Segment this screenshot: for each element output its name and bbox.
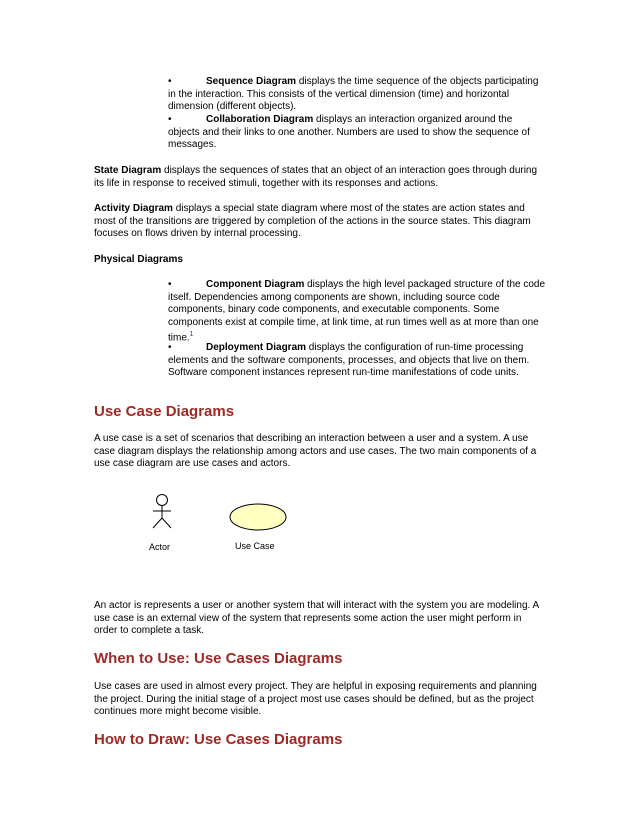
paragraph-text: displays a special state diagram where most of the states are action states and most of the transitions are triggered by completion of the actions in the source states. This diagram focuses on flows driven by internal processing. bbox=[94, 203, 531, 240]
bullet-collaboration-diagram bbox=[168, 114, 546, 152]
term: Deployment Diagram bbox=[206, 342, 307, 353]
bullet-icon bbox=[168, 279, 206, 292]
physical-diagrams-heading: Physical Diagrams bbox=[94, 254, 183, 265]
use-case-intro-paragraph: A use case is a set of scenarios that describing an interaction between a user and a system. A use case diagram displays the relationship among actors and use cases. The two main components of a use case diagram are use cases and actors. bbox=[94, 433, 537, 470]
actor-label: Actor bbox=[149, 542, 171, 552]
use-case-diagrams-heading: Use Case Diagrams bbox=[94, 403, 235, 420]
actor-usecase-figure bbox=[140, 488, 300, 558]
bullet-icon bbox=[168, 342, 206, 355]
when-to-use-heading: When to Use: Use Cases Diagrams bbox=[94, 650, 343, 667]
bullet-text: displays an interaction organized around the objects and their links to one another. Numbers are used to show the sequence of messages. bbox=[168, 114, 530, 151]
bullet-sequence-diagram bbox=[168, 76, 546, 114]
state-diagram-paragraph bbox=[94, 165, 546, 190]
use-case-label: Use Case bbox=[235, 541, 275, 551]
activity-diagram-paragraph bbox=[94, 203, 546, 241]
bullet-text: displays the high level packaged structure of the code itself. Dependencies among components are shown, including source code components, binary code components, and executable components. Some components exist at compile time, at link time, at run times well as at more than one time. bbox=[168, 279, 546, 344]
bullet-component-diagram bbox=[168, 279, 546, 345]
bullet-text: displays the time sequence of the objects participating in the interaction. This consists of the vertical dimension (time) and horizontal dimension (different objects). bbox=[168, 76, 539, 113]
how-to-draw-heading: How to Draw: Use Cases Diagrams bbox=[94, 731, 343, 748]
actor-stick-figure-icon bbox=[153, 495, 171, 529]
paragraph-text: displays the sequences of states that an object of an interaction goes through during its life in response to received stimuli, together with its responses and actions. bbox=[94, 165, 538, 189]
term: Collaboration Diagram bbox=[206, 114, 314, 125]
term: State Diagram bbox=[94, 165, 162, 176]
bullet-text: displays the configuration of run-time processing elements and the software components, processes, and objects that live on them. Software component instances represent run-time manifestations of code units. bbox=[168, 342, 530, 379]
when-to-use-paragraph: Use cases are used in almost every project. They are helpful in exposing requirements and planning the project. During the initial stage of a project most use cases should be defined, but as the project continues more might become visible. bbox=[94, 681, 537, 718]
bullet-deployment-diagram bbox=[168, 342, 546, 380]
bullet-icon bbox=[168, 114, 206, 127]
footnote-link[interactable]: 1 bbox=[189, 331, 194, 339]
term: Sequence Diagram bbox=[206, 76, 297, 87]
actor-definition-paragraph: An actor is represents a user or another system that will interact with the system you are modeling. A use case is an external view of the system that represents some action the user might perform in order to complete a task. bbox=[94, 600, 539, 637]
use-case-ellipse-icon bbox=[230, 504, 286, 530]
bullet-icon bbox=[168, 76, 206, 89]
term: Activity Diagram bbox=[94, 203, 173, 214]
term: Component Diagram bbox=[206, 279, 305, 290]
